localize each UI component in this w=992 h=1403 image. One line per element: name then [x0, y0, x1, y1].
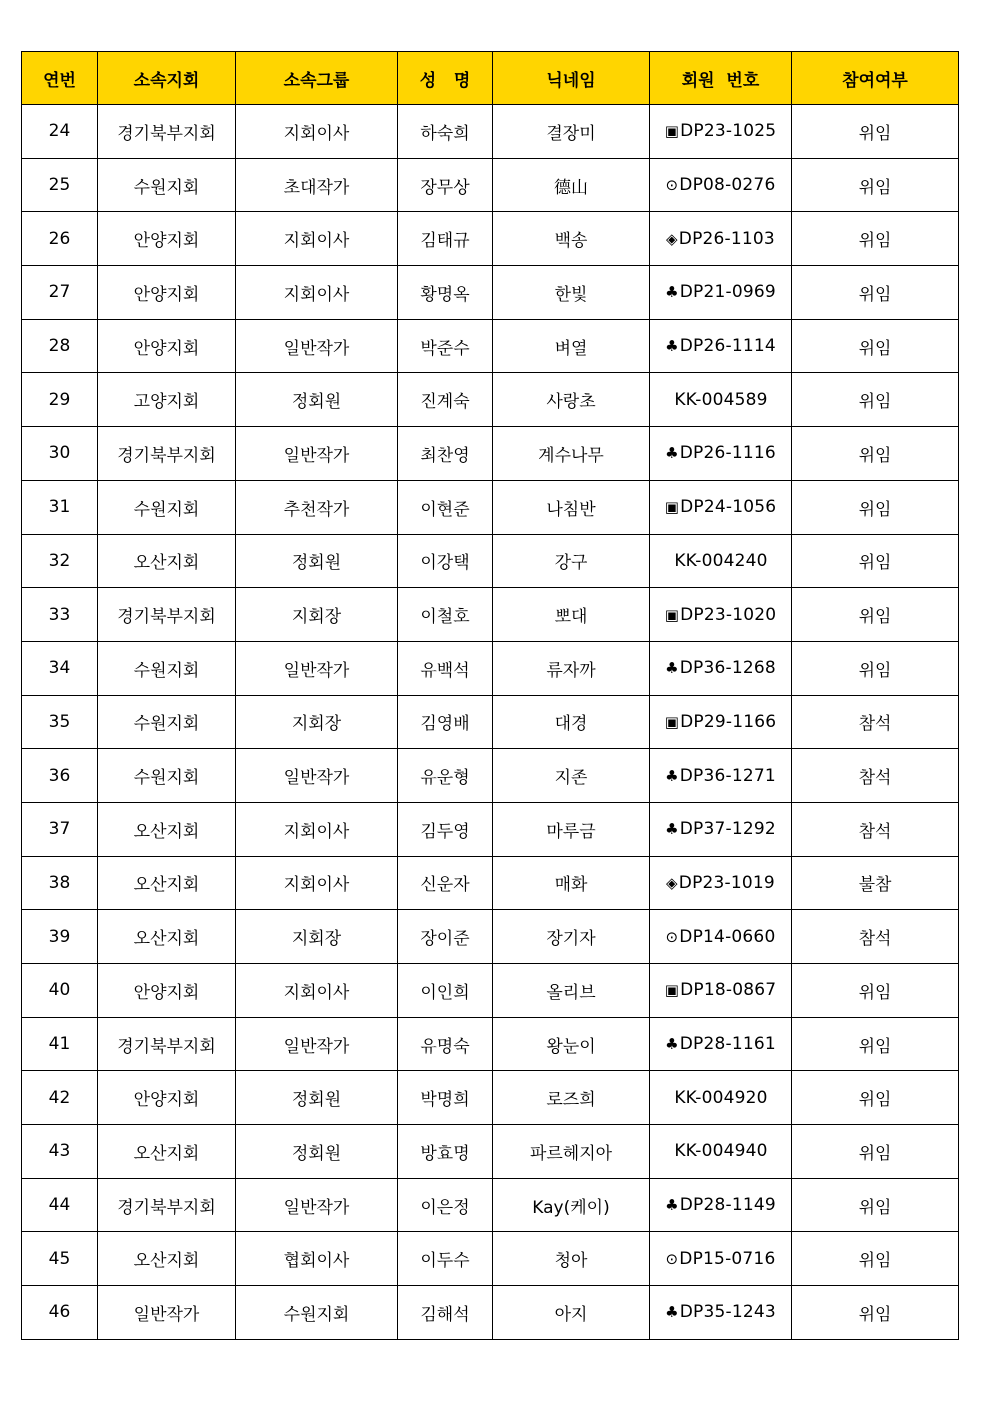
cell-attendance: 위임: [792, 1286, 959, 1340]
cell-member-number: [650, 266, 792, 320]
cell-group: 추천작가: [236, 480, 398, 534]
cell-attendance: 참석: [792, 749, 959, 803]
cell-attendance: 참석: [792, 802, 959, 856]
cell-branch: 오산지회: [98, 1125, 236, 1179]
cell-serial-number: 39: [22, 910, 98, 964]
header-row: [22, 52, 959, 105]
table-row: [22, 802, 959, 856]
cell-member-number: [650, 212, 792, 266]
cell-member-number: [650, 856, 792, 910]
cell-branch: 수원지회: [98, 641, 236, 695]
cell-name: 이은정: [398, 1178, 493, 1232]
cell-name: 황명옥: [398, 266, 493, 320]
table-row: [22, 1071, 959, 1125]
cell-member-number: [650, 695, 792, 749]
cell-member-number: [650, 588, 792, 642]
member-id-text: DP26-1103: [678, 228, 775, 249]
cell-attendance: 위임: [792, 1017, 959, 1071]
cell-name: 하숙희: [398, 105, 493, 159]
member-id-text: KK-004940: [674, 1141, 768, 1162]
table-row: [22, 212, 959, 266]
member-id-text: DP28-1149: [679, 1195, 776, 1216]
cell-attendance: 참석: [792, 695, 959, 749]
cell-serial-number: 44: [22, 1178, 98, 1232]
cell-member-number: [650, 964, 792, 1018]
cell-member-number: [650, 749, 792, 803]
member-grade-symbol-icon: ♣: [665, 659, 679, 678]
cell-serial-number: 42: [22, 1071, 98, 1125]
cell-attendance: 위임: [792, 373, 959, 427]
member-grade-symbol-icon: ▣: [664, 605, 680, 624]
cell-nickname: 마루금: [493, 802, 650, 856]
cell-branch: 수원지회: [98, 480, 236, 534]
cell-attendance: 위임: [792, 1071, 959, 1125]
cell-branch: 경기북부지회: [98, 105, 236, 159]
table-row: [22, 427, 959, 481]
cell-group: 초대작가: [236, 158, 398, 212]
cell-serial-number: 25: [22, 158, 98, 212]
header-serial-number: 연번: [22, 52, 98, 105]
cell-attendance: 위임: [792, 1125, 959, 1179]
cell-name: 유백석: [398, 641, 493, 695]
member-grade-symbol-icon: ⊙: [665, 176, 679, 195]
cell-serial-number: 32: [22, 534, 98, 588]
cell-serial-number: 45: [22, 1232, 98, 1286]
member-roster-table: [21, 51, 959, 1340]
cell-nickname: 올리브: [493, 964, 650, 1018]
cell-branch: 고양지회: [98, 373, 236, 427]
header-member-number: 회원 번호: [650, 52, 792, 105]
member-grade-symbol-icon: ♣: [665, 820, 679, 839]
table-row: [22, 641, 959, 695]
cell-nickname: 벼열: [493, 319, 650, 373]
cell-group: 지회이사: [236, 802, 398, 856]
cell-serial-number: 26: [22, 212, 98, 266]
cell-attendance: 위임: [792, 1178, 959, 1232]
cell-member-number: [650, 910, 792, 964]
cell-serial-number: 37: [22, 802, 98, 856]
cell-name: 장이준: [398, 910, 493, 964]
cell-attendance: 위임: [792, 641, 959, 695]
cell-member-number: [650, 1286, 792, 1340]
cell-serial-number: 41: [22, 1017, 98, 1071]
cell-member-number: [650, 641, 792, 695]
cell-name: 신운자: [398, 856, 493, 910]
member-id-text: DP14-0660: [679, 926, 776, 947]
cell-group: 협회이사: [236, 1232, 398, 1286]
cell-branch: 경기북부지회: [98, 427, 236, 481]
cell-nickname: 류자까: [493, 641, 650, 695]
cell-serial-number: 38: [22, 856, 98, 910]
table-row: [22, 1125, 959, 1179]
table-row: [22, 373, 959, 427]
cell-member-number: [650, 1178, 792, 1232]
cell-name: 박명희: [398, 1071, 493, 1125]
table-row: [22, 964, 959, 1018]
cell-branch: 안양지회: [98, 319, 236, 373]
cell-nickname: 나침반: [493, 480, 650, 534]
header-group: 소속그룹: [236, 52, 398, 105]
cell-group: 지회장: [236, 588, 398, 642]
member-id-text: DP23-1020: [680, 604, 777, 625]
cell-name: 김두영: [398, 802, 493, 856]
cell-member-number: [650, 1232, 792, 1286]
member-id-text: DP35-1243: [679, 1302, 776, 1323]
cell-group: 지회이사: [236, 212, 398, 266]
member-id-text: DP21-0969: [679, 282, 776, 303]
table-row: [22, 158, 959, 212]
cell-branch: 경기북부지회: [98, 588, 236, 642]
cell-name: 장무상: [398, 158, 493, 212]
cell-nickname: 지존: [493, 749, 650, 803]
cell-branch: 수원지회: [98, 695, 236, 749]
cell-attendance: 위임: [792, 480, 959, 534]
cell-attendance: 위임: [792, 212, 959, 266]
member-id-text: DP36-1271: [679, 765, 776, 786]
cell-group: 지회이사: [236, 964, 398, 1018]
cell-member-number: [650, 802, 792, 856]
table-row: [22, 319, 959, 373]
cell-nickname: 파르헤지아: [493, 1125, 650, 1179]
cell-member-number: [650, 1017, 792, 1071]
cell-member-number: [650, 1071, 792, 1125]
cell-group: 일반작가: [236, 427, 398, 481]
cell-branch: 수원지회: [98, 749, 236, 803]
member-grade-symbol-icon: ⊙: [665, 927, 679, 946]
cell-serial-number: 27: [22, 266, 98, 320]
member-grade-symbol-icon: ▣: [664, 498, 680, 517]
cell-serial-number: 46: [22, 1286, 98, 1340]
cell-member-number: [650, 534, 792, 588]
table-row: [22, 266, 959, 320]
cell-group: 정회원: [236, 534, 398, 588]
cell-name: 방효명: [398, 1125, 493, 1179]
table-row: [22, 1286, 959, 1340]
table-body: [22, 105, 959, 1340]
cell-name: 이강택: [398, 534, 493, 588]
cell-member-number: [650, 105, 792, 159]
cell-group: 정회원: [236, 373, 398, 427]
table-row: [22, 1178, 959, 1232]
cell-branch: 오산지회: [98, 856, 236, 910]
cell-member-number: [650, 1125, 792, 1179]
member-id-text: DP18-0867: [680, 980, 777, 1001]
member-id-text: DP23-1019: [678, 872, 775, 893]
member-grade-symbol-icon: ◈: [666, 873, 678, 892]
cell-nickname: 계수나무: [493, 427, 650, 481]
cell-branch: 일반작가: [98, 1286, 236, 1340]
cell-group: 수원지회: [236, 1286, 398, 1340]
cell-group: 지회장: [236, 910, 398, 964]
cell-name: 김해석: [398, 1286, 493, 1340]
cell-serial-number: 28: [22, 319, 98, 373]
cell-branch: 오산지회: [98, 534, 236, 588]
table-row: [22, 534, 959, 588]
cell-member-number: [650, 480, 792, 534]
member-grade-symbol-icon: ▣: [664, 712, 680, 731]
header-name: 성 명: [398, 52, 493, 105]
cell-attendance: 위임: [792, 964, 959, 1018]
member-grade-symbol-icon: ♣: [665, 1303, 679, 1322]
cell-branch: 경기북부지회: [98, 1017, 236, 1071]
cell-nickname: 청아: [493, 1232, 650, 1286]
cell-nickname: 매화: [493, 856, 650, 910]
cell-nickname: 강구: [493, 534, 650, 588]
cell-attendance: 위임: [792, 266, 959, 320]
cell-group: 정회원: [236, 1071, 398, 1125]
cell-group: 정회원: [236, 1125, 398, 1179]
cell-member-number: [650, 427, 792, 481]
cell-attendance: 위임: [792, 158, 959, 212]
cell-serial-number: 31: [22, 480, 98, 534]
cell-name: 진계숙: [398, 373, 493, 427]
cell-serial-number: 40: [22, 964, 98, 1018]
cell-name: 이인희: [398, 964, 493, 1018]
cell-nickname: 왕눈이: [493, 1017, 650, 1071]
member-grade-symbol-icon: ▣: [664, 122, 680, 141]
table-row: [22, 1232, 959, 1286]
cell-name: 이두수: [398, 1232, 493, 1286]
member-grade-symbol-icon: ▣: [664, 981, 680, 1000]
member-id-text: DP26-1116: [679, 443, 776, 464]
table-row: [22, 749, 959, 803]
member-grade-symbol-icon: ♣: [665, 1035, 679, 1054]
cell-attendance: 위임: [792, 319, 959, 373]
table-row: [22, 910, 959, 964]
member-id-text: DP08-0276: [679, 175, 776, 196]
cell-attendance: 위임: [792, 105, 959, 159]
cell-nickname: 뽀대: [493, 588, 650, 642]
cell-nickname: 결장미: [493, 105, 650, 159]
cell-serial-number: 34: [22, 641, 98, 695]
cell-attendance: 위임: [792, 534, 959, 588]
cell-group: 일반작가: [236, 749, 398, 803]
cell-branch: 안양지회: [98, 212, 236, 266]
cell-branch: 수원지회: [98, 158, 236, 212]
table-row: [22, 480, 959, 534]
cell-group: 지회이사: [236, 266, 398, 320]
header-branch: 소속지회: [98, 52, 236, 105]
member-id-text: DP36-1268: [679, 658, 776, 679]
member-id-text: DP26-1114: [679, 336, 776, 357]
cell-branch: 경기북부지회: [98, 1178, 236, 1232]
cell-group: 일반작가: [236, 1017, 398, 1071]
cell-nickname: 장기자: [493, 910, 650, 964]
member-id-text: DP23-1025: [680, 121, 777, 142]
member-id-text: DP28-1161: [679, 1034, 776, 1055]
cell-attendance: 위임: [792, 1232, 959, 1286]
cell-attendance: 위임: [792, 427, 959, 481]
cell-serial-number: 36: [22, 749, 98, 803]
cell-serial-number: 35: [22, 695, 98, 749]
cell-branch: 오산지회: [98, 910, 236, 964]
cell-member-number: [650, 158, 792, 212]
cell-name: 유운형: [398, 749, 493, 803]
cell-branch: 안양지회: [98, 266, 236, 320]
cell-attendance: 참석: [792, 910, 959, 964]
member-id-text: DP37-1292: [679, 819, 776, 840]
cell-nickname: 德山: [493, 158, 650, 212]
table-row: [22, 856, 959, 910]
member-grade-symbol-icon: ⊙: [665, 1249, 679, 1268]
table-row: [22, 105, 959, 159]
member-grade-symbol-icon: ♣: [665, 766, 679, 785]
cell-nickname: 로즈희: [493, 1071, 650, 1125]
cell-member-number: [650, 319, 792, 373]
cell-group: 지회이사: [236, 105, 398, 159]
cell-group: 일반작가: [236, 319, 398, 373]
table-row: [22, 1017, 959, 1071]
cell-group: 일반작가: [236, 641, 398, 695]
member-id-text: DP15-0716: [679, 1248, 776, 1269]
cell-group: 지회장: [236, 695, 398, 749]
cell-name: 이현준: [398, 480, 493, 534]
member-grade-symbol-icon: ◈: [666, 229, 678, 248]
table-row: [22, 588, 959, 642]
cell-member-number: [650, 373, 792, 427]
table-header: [22, 52, 959, 105]
cell-serial-number: 24: [22, 105, 98, 159]
header-nickname: 닉네임: [493, 52, 650, 105]
member-grade-symbol-icon: ♣: [665, 283, 679, 302]
member-grade-symbol-icon: ♣: [665, 444, 679, 463]
member-id-text: KK-004240: [674, 550, 768, 571]
cell-name: 박준수: [398, 319, 493, 373]
member-id-text: KK-004920: [674, 1087, 768, 1108]
cell-branch: 오산지회: [98, 802, 236, 856]
cell-serial-number: 43: [22, 1125, 98, 1179]
header-attendance: 참여여부: [792, 52, 959, 105]
cell-nickname: 아지: [493, 1286, 650, 1340]
cell-group: 지회이사: [236, 856, 398, 910]
cell-serial-number: 29: [22, 373, 98, 427]
cell-group: 일반작가: [236, 1178, 398, 1232]
cell-name: 김태규: [398, 212, 493, 266]
cell-name: 이철호: [398, 588, 493, 642]
cell-attendance: 위임: [792, 588, 959, 642]
member-id-text: DP29-1166: [680, 711, 777, 732]
member-id-text: KK-004589: [674, 389, 768, 410]
cell-serial-number: 30: [22, 427, 98, 481]
cell-name: 김영배: [398, 695, 493, 749]
cell-attendance: 불참: [792, 856, 959, 910]
cell-branch: 안양지회: [98, 964, 236, 1018]
cell-branch: 안양지회: [98, 1071, 236, 1125]
cell-nickname: 대경: [493, 695, 650, 749]
cell-name: 최찬영: [398, 427, 493, 481]
cell-nickname: Kay(케이): [493, 1178, 650, 1232]
member-grade-symbol-icon: ♣: [665, 1196, 679, 1215]
cell-serial-number: 33: [22, 588, 98, 642]
cell-nickname: 사랑초: [493, 373, 650, 427]
cell-branch: 오산지회: [98, 1232, 236, 1286]
cell-nickname: 백송: [493, 212, 650, 266]
cell-name: 유명숙: [398, 1017, 493, 1071]
table-row: [22, 695, 959, 749]
cell-nickname: 한빛: [493, 266, 650, 320]
member-grade-symbol-icon: ♣: [665, 337, 679, 356]
member-id-text: DP24-1056: [680, 497, 777, 518]
